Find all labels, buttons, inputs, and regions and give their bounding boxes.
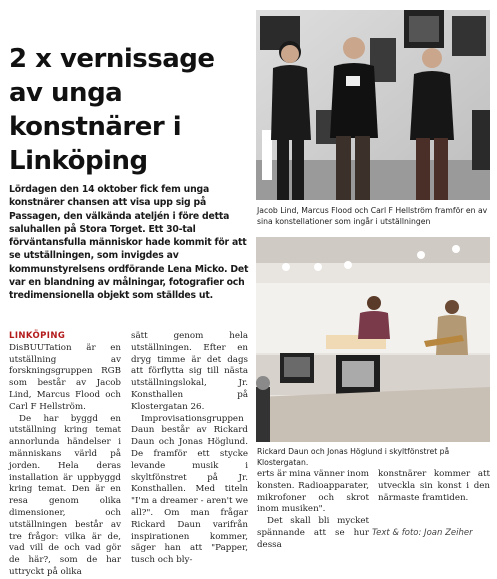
photo-musicians (256, 237, 490, 442)
article-headline: 2 x vernissage av unga konstnärer i Linköping (9, 44, 215, 176)
byline: Text & foto: Joan Zeiher (372, 528, 473, 538)
article-column-2 (131, 331, 248, 567)
photo-artists-caption: Jacob Lind, Marcus Flood och Carl F Hellström framför en av sina konstellationer som ingår i utställningen (257, 206, 488, 226)
photo-musicians-caption: Rickard Daun och Jonas Höglund i skyltfönstret på Klostergatan. (257, 447, 450, 467)
col2-paragraph-2: Improvisationsgruppen Daun består av Rickard Daun och Jonas Höglund. De framför ett stycke levande musik i skyltfönstret på Jr. Konsthallen. Med titeln "I'm a dreamer - aren't we all?". Om man frågar Rickard Daun varifrån inspirationen kommer, säger han att "Papper, tusch och bly- (131, 413, 248, 566)
article-column-4 (378, 469, 490, 504)
dateline: LINKÖPING (9, 331, 66, 341)
col3-paragraph-1: erts är mina vänner inom konsten. Radioapparater, mikrofoner och skrot inom musiken". (257, 469, 369, 515)
col1-paragraph-1: DisBUUTation är en utställning av forskningsgruppen RGB som består av Jacob Lind, Marcus Flood och Carl F Hellström. (9, 342, 121, 412)
photo-musicians-image (256, 237, 490, 442)
article-lead: Lördagen den 14 oktober fick fem unga konstnärer chansen att visa upp sig på Passagen, den välkända ateljén i före detta saluhallen på Stora Torget. Ett 30-tal förväntansfulla människor hade kommit för att se utställningen, som invigdes av kommunstyrelsens ordförande Lena Micko. Det var en blandning av målningar, fotografier och tredimensionella objekt som ställdes ut. (9, 184, 249, 302)
col2-paragraph-1: sätt genom hela utställningen. Efter en dryg timme är det dags att förflytta sig till nästa utställningslokal, Jr. Konsthallen på Klostergatan 26. (131, 331, 248, 412)
photo-artists (256, 10, 490, 200)
article-column-1 (9, 331, 121, 579)
article-column-3 (257, 469, 369, 552)
col3-paragraph-2: Det skall bli mycket spännande att se hur dessa (257, 516, 369, 550)
col1-paragraph-2: De har byggd en utställning kring temat annorlunda händelser i människans värld på jorden. Hela deras installation är uppbyggd kring temat. Den är en resa genom olika dimensioner, och utställningen består av tre frågor: vilka är de, vad vill de och vad gör de här?, som de har uttryckt på olika (9, 413, 121, 577)
photo-artists-image (256, 10, 490, 200)
col4-paragraph-1: konstnärer kommer att utveckla sin konst i den närmaste framtiden. (378, 469, 490, 503)
